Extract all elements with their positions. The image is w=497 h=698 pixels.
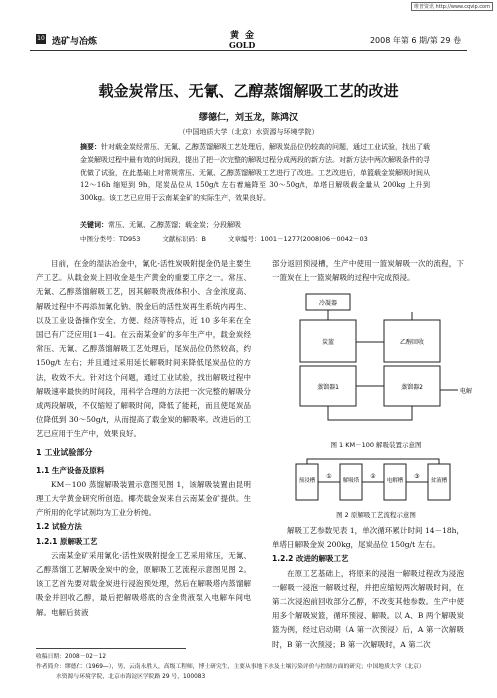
article-number: 文章编号：1001－1277(2008)06－0042－03: [228, 235, 368, 243]
authors: 缪德仁，刘玉龙，陈鸿汉: [198, 113, 298, 123]
intro-paragraph: 目前，在金的湿法冶金中，氰化-活性炭吸附提金仍是主要生产工艺。从载金炭上回收金是生产黄金的重要工序之一。常压、无氰、乙醇蒸馏解吸工艺，因其解吸贵液体积小、含金浓度高、解吸过程中不再添加氰化钠、脱金后的活性炭再生系统内再生、以及工业设备操作安全、方便、经济等特点，近 10 多年来在全国已有广泛应用[1－4]。在云南某金矿的多年生产中，载金炭经常压、无氰、乙醇蒸馏解吸工艺处理后，尾炭品位仍然较高，约 150g/t 左右；并且通过采用延长解吸时间来降低尾炭品位的方法，收效不大。针对这个问题，通过工业试验，找出解吸过程中解吸速率最快的时间段，用科学合理的方法把一次完整的解吸分成两段解吸，不仅缩短了解吸时间，降低了能耗，而且使尾炭品位降低到 30～50g/t，从而提高了载金炭的解吸率。改进后的工艺已应用于生产中，效果良好。: [36, 259, 251, 439]
arrow-num-3: ③: [414, 473, 420, 480]
keywords: [80, 220, 430, 230]
paragraph-1-2-2: 在原工艺基础上，将原来的浸泡一解吸过程改为浸泡一解吸一浸泡一解吸过程，并把应缩短两次解吸时间，在第二次浸泡前回收部分乙醇，不改变其他参数。生产中使用多个解吸炭篮，循环预浸、解吸。以 A、B 两个解吸炭篮为例，经过启动期（A 第一次预浸）后，A 第一次解吸时，B 第一次预浸；B 第一次解吸时，A 第二次: [272, 568, 464, 649]
section-title: 选矿与冶炼: [52, 37, 98, 47]
heading-1-2: 1.2 试验方法: [36, 522, 82, 532]
electrolysis-label: 电解: [460, 388, 473, 395]
figure-1-caption: 图 1 KM－100 解吸装置示意图: [330, 441, 422, 449]
ethanol-label: 乙醇回收: [399, 339, 425, 346]
article-title: 载金炭常压、无氰、乙醇蒸馏解吸工艺的改进: [98, 82, 399, 100]
header-rule: [30, 50, 467, 51]
figure-1-diagram: [286, 292, 473, 434]
heading-1-2-2: 1.2.2 改进的解吸工艺: [272, 554, 349, 564]
paragraph-continued: 部分返回预浸槽，生产中使用一篮炭解吸一次的流程，下一篮炭在上一篮炭解吸的过程中完成预浸。: [272, 259, 464, 283]
footnote-rule: [36, 648, 186, 649]
keywords-text: 常压、无氰、乙醇蒸馏；载金炭；分段解吸: [108, 221, 241, 229]
figure-2-caption: 图 2 原解吸工艺流程示意图: [336, 511, 416, 519]
evap1-label: 蒸馏器1: [317, 384, 339, 391]
condenser-label: 冷凝器: [318, 300, 338, 307]
footnote: [36, 652, 466, 682]
author-address: 水资源与环境学院，北京市海淀区学院路 29 号，100083: [56, 674, 206, 680]
heading-1: 1 工业试验部分: [36, 447, 93, 457]
arrow-num-2: ②: [370, 473, 376, 480]
evap2-label: 蒸馏器2: [401, 384, 423, 391]
issue-info: 2008 年第 6 期/第 29 卷: [369, 36, 461, 45]
figure-2-diagram: [290, 456, 460, 508]
journal-name-en: GOLD: [229, 40, 256, 50]
step-3-label: 电解槽: [386, 478, 404, 484]
document-code: 文献标识码：B: [162, 235, 206, 243]
right-column-top: [272, 257, 464, 285]
step-2-label: 解吸塔: [342, 478, 360, 484]
arrow-num-1: ①: [326, 473, 332, 480]
watermark: 维普资讯 http://www.cqvip.com: [411, 2, 493, 11]
carbon-label: 炭篮: [321, 339, 335, 346]
left-column: [36, 257, 251, 620]
affiliation: （中国地质大学（北京）水资源与环境学院）: [178, 128, 319, 136]
paragraph-after-fig2: 解吸工艺参数见表 1，单次循环累计时间 14－18h，单塔日解吸金炭 200kg，尾炭品位 150g/t 左右。: [272, 526, 464, 550]
section-number: 10: [37, 35, 45, 42]
step-1-label: 预浸槽: [298, 478, 316, 484]
heading-1-2-1: 1.2.1 原解吸工艺: [36, 536, 98, 546]
journal-name-cn: 黄金: [230, 31, 261, 41]
abstract-label: 摘要：: [80, 143, 101, 151]
clc-code: 中图分类号：TD953: [80, 235, 141, 243]
keywords-label: 关键词：: [80, 221, 108, 229]
heading-1-1: 1.1 生产设备及原料: [36, 465, 105, 475]
author-bio: 作者简介：缪德仁（1969—），男，云南永胜人，高级工程师，博士研究生，主要从事地下水及土壤污染评价与控制方面的研究；中国地质大学（北京）: [36, 664, 425, 670]
abstract: [80, 141, 430, 205]
step-4-label: 贫液槽: [430, 478, 448, 484]
right-column-bottom: [272, 524, 464, 652]
received-date: 收稿日期：2008－02－12: [36, 654, 107, 660]
abstract-text: 针对载金炭经常压、无氰、乙醇蒸馏解吸工艺处理后，解吸炭品位仍较高的问题，通过工业试验，找出了载金炭解吸过程中最有效的时间段，提出了把一次完整的解吸过程分成两段的新方法。对新方法中两次解吸条件的寻优做了试验，在此基础上对常规常压、无氰、乙醇蒸馏解吸工艺进行了改进。工艺改进后，单篮载金炭解吸时间从 12～16h 缩短到 9h，尾炭品位从 150g/t 左右着遍降至 30～50g/t，单塔日解吸载金量从 200kg 上升到 300kg。该工艺已应用于云南某金矿的实际生产，效果良好。: [80, 143, 430, 203]
paragraph-1-1: KM－100 蒸馏解吸装置示意图见图 1，该解吸装置由昆明理工大学黄金研究所创造。椰壳载金炭来自云南某金矿提供。生产所用的化学试剂均为工业分析纯。: [36, 479, 251, 518]
classification-line: [80, 234, 440, 243]
paragraph-1-2-1: 云南某金矿采用氰化-活性炭吸附提金工艺采用常压，无氰、乙醇蒸馏工艺解吸金炭中的金，原解吸工艺流程示意图见图 2。该工艺首先要对载金炭进行浸泡预处理，然后在解吸塔内蒸馏解吸金并回收乙醇，最后把解吸塔底的含金贵液泵入电解车间电解。电解后贫液: [36, 550, 251, 617]
